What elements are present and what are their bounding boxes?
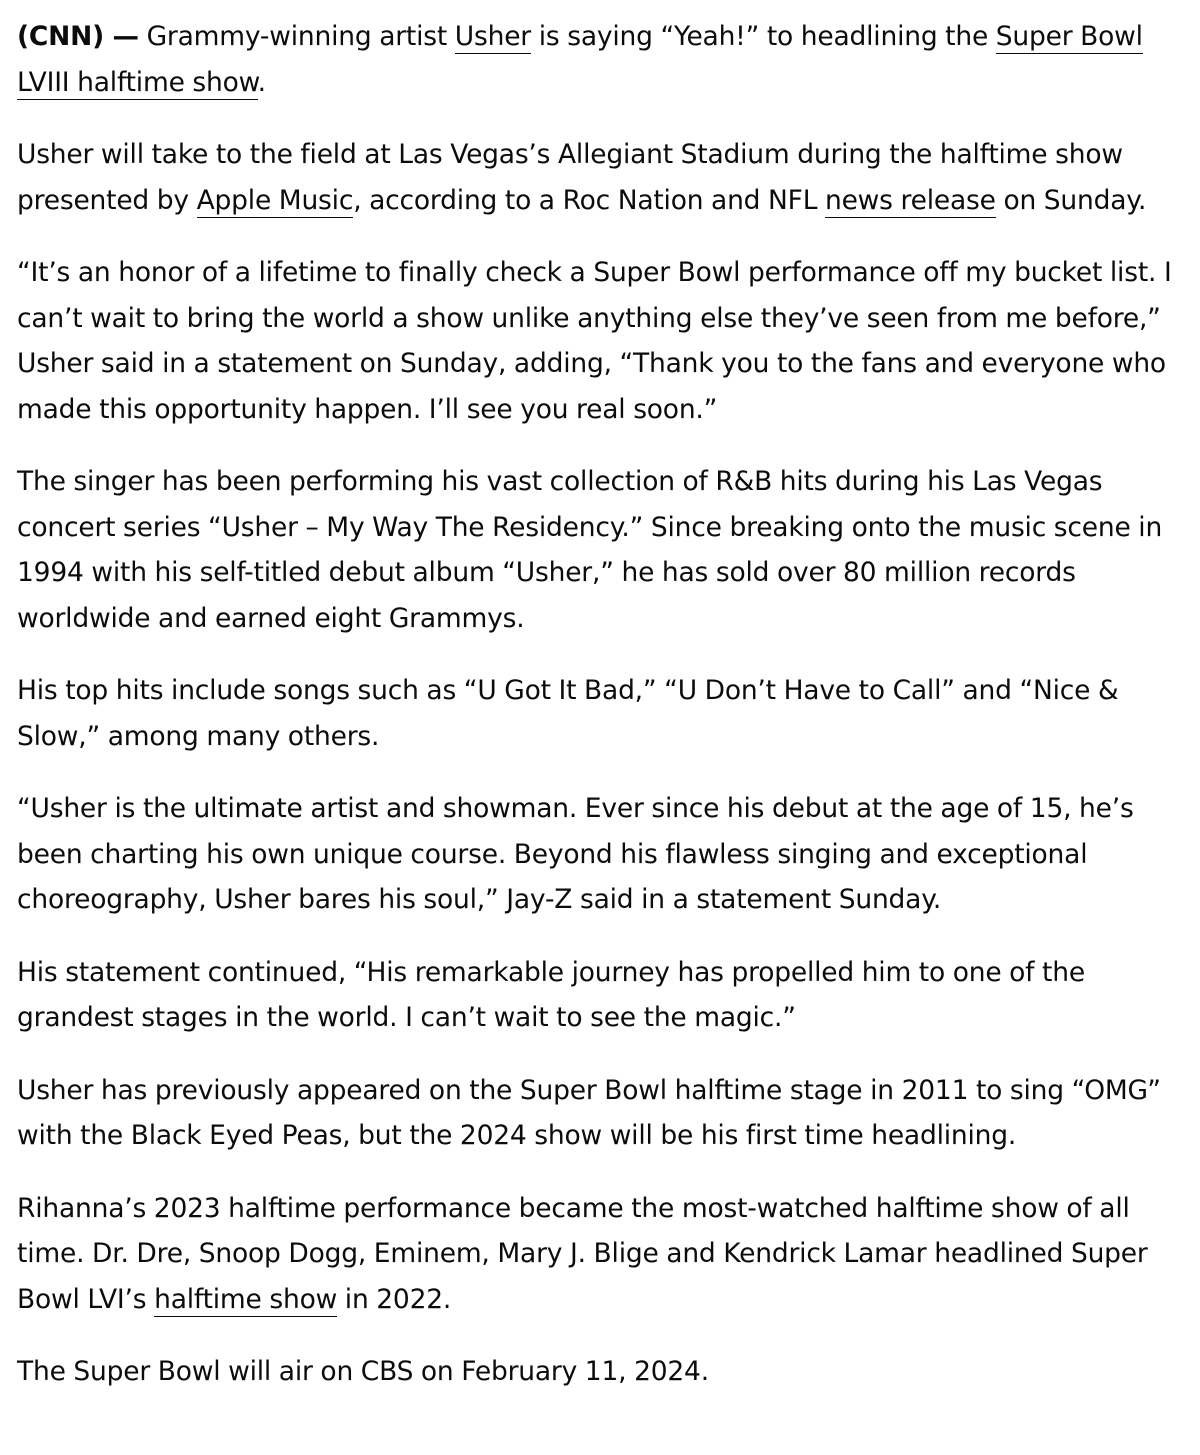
- halftime-show-link[interactable]: halftime show: [154, 1283, 338, 1315]
- paragraph-text: Rihanna’s 2023 halftime performance became the most-watched halftime show of all time. Dr. Dre, Snoop Dogg, Eminem, Mary J. Blige and Kendrick Lamar headlined Super Bowl LVI’s: [17, 1192, 1148, 1315]
- super-bowl-halftime-link[interactable]: Super Bowl LVIII halftime show: [17, 21, 1143, 98]
- paragraph-jayz-quote: “Usher is the ultimate artist and showman. Ever since his debut at the age of 15, he’s been charting his own unique course. Beyond his flawless singing and exceptional choreography, Usher bares his soul,” Jay-Z said in a statement Sunday.: [17, 793, 1134, 915]
- paragraph-text: is saying “Yeah!” to headlining the: [531, 21, 996, 52]
- paragraph-text: .: [257, 66, 266, 98]
- paragraph-previous-shows: [17, 1186, 1190, 1323]
- paragraph-text: Grammy-winning artist: [138, 21, 455, 52]
- apple-music-link[interactable]: Apple Music: [196, 184, 354, 216]
- paragraph-text: , according to a Roc Nation and NFL: [353, 184, 825, 216]
- paragraph-usher-quote: “It’s an honor of a lifetime to finally check a Super Bowl performance off my bucket list. I can’t wait to bring the world a show unlike anything else they’ve seen from me before,” Usher said in a statement on Sunday, adding, “Thank you to the fans and everyone who made this opportunity happen. I’ll see you real soon.”: [17, 257, 1172, 425]
- paragraph-intro: [17, 14, 1190, 105]
- usher-link[interactable]: Usher: [454, 21, 531, 52]
- paragraph-venue: [17, 132, 1190, 223]
- byline: (CNN) —: [17, 21, 139, 52]
- paragraph-text: Usher will take to the field at Las Vegas’s Allegiant Stadium during the halftime show presented by: [17, 139, 1123, 216]
- paragraph-statement-continued: His statement continued, “His remarkable journey has propelled him to one of the grandest stages in the world. I can’t wait to see the magic.”: [17, 956, 1085, 1033]
- paragraph-residency: The singer has been performing his vast collection of R&B hits during his Las Vegas concert series “Usher – My Way The Residency.” Since breaking onto the music scene in 1994 with his self-titled debut album “Usher,” he has sold over 80 million records worldwide and earned eight Grammys.: [17, 466, 1163, 634]
- paragraph-text: on Sunday.: [995, 184, 1147, 216]
- news-release-link[interactable]: news release: [824, 184, 996, 216]
- paragraph-top-hits: His top hits include songs such as “U Got It Bad,” “U Don’t Have to Call” and “Nice & Slow,” among many others.: [17, 675, 1119, 752]
- paragraph-previous-appearance: Usher has previously appeared on the Super Bowl halftime stage in 2011 to sing “OMG” with the Black Eyed Peas, but the 2024 show will be his first time headlining.: [17, 1074, 1161, 1151]
- paragraph-air-date: The Super Bowl will air on CBS on February 11, 2024.: [17, 1356, 709, 1387]
- paragraph-text: in 2022.: [337, 1283, 452, 1315]
